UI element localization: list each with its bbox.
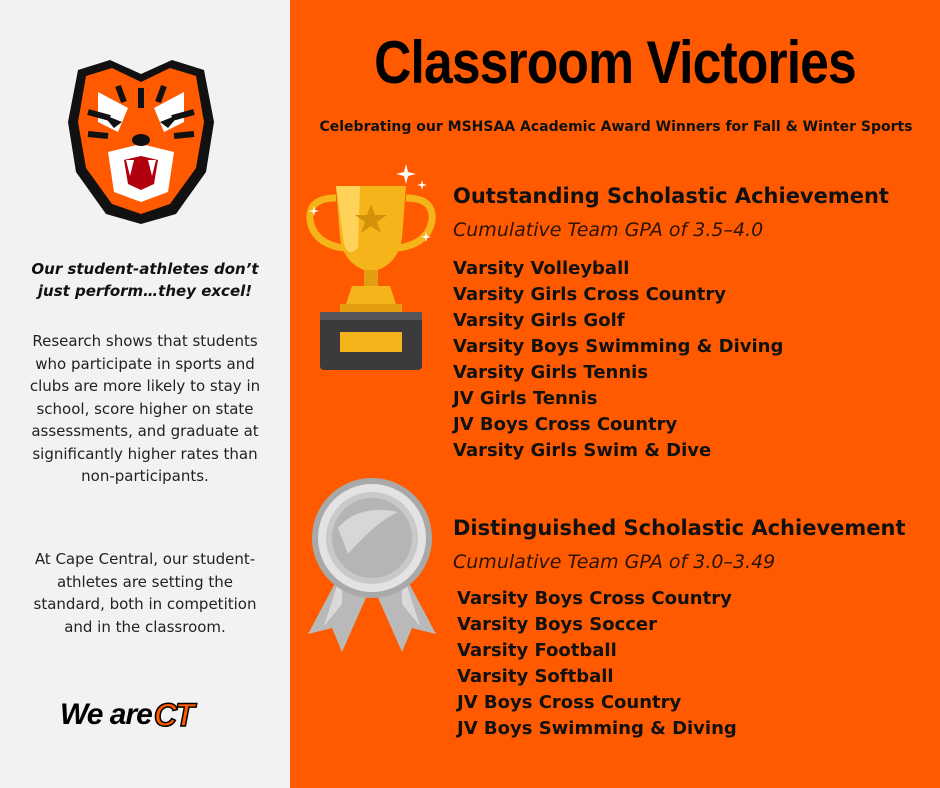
list-item: Varsity Girls Cross Country [453,284,726,305]
page-title: Classroom Victories [374,29,856,96]
tagline [20,258,270,302]
distinguished-team-list [457,586,737,742]
list-item: JV Girls Tennis [453,388,598,409]
tagline-line-2: just perform…they excel! [37,282,253,300]
silver-medal-icon [298,474,446,660]
we-are-ct-logo [60,690,230,740]
section-gpa-distinguished: Cumulative Team GPA of 3.0–3.49 [453,551,776,573]
list-item: Varsity Boys Cross Country [457,588,732,609]
section-title-outstanding: Outstanding Scholastic Achievement [453,184,889,208]
cape-central-paragraph: At Cape Central, our student-athletes are setting the standard, both in competition and in the classroom. [33,550,257,636]
list-item: Varsity Volleyball [453,258,630,279]
list-item: Varsity Football [457,640,617,661]
page-subtitle: Celebrating our MSHSAA Academic Award Winners for Fall & Winter Sports [319,119,913,135]
list-item: Varsity Softball [457,666,614,687]
list-item: JV Boys Cross Country [457,692,682,713]
outstanding-team-list [453,256,783,464]
trophy-icon [300,158,442,376]
tagline-line-1: Our student-athletes don’t [31,260,259,278]
research-paragraph: Research shows that students who participate in sports and clubs are more likely to stay in school, score higher on state assessments, and graduate at significantly higher rates than non-participants. [29,332,261,485]
list-item: Varsity Boys Swimming & Diving [453,336,784,357]
list-item: JV Boys Cross Country [453,414,678,435]
list-item: Varsity Boys Soccer [457,614,658,635]
section-title-distinguished: Distinguished Scholastic Achievement [453,516,906,540]
ct-logo-mark: CT [153,696,193,733]
list-item: JV Boys Swimming & Diving [457,718,737,739]
list-item: Varsity Girls Tennis [453,362,649,383]
brand-text: We are [60,698,152,731]
list-item: Varsity Girls Golf [453,310,625,331]
list-item: Varsity Girls Swim & Dive [453,440,712,461]
section-gpa-outstanding: Cumulative Team GPA of 3.5–4.0 [453,219,764,241]
tiger-mascot-icon [58,52,224,228]
